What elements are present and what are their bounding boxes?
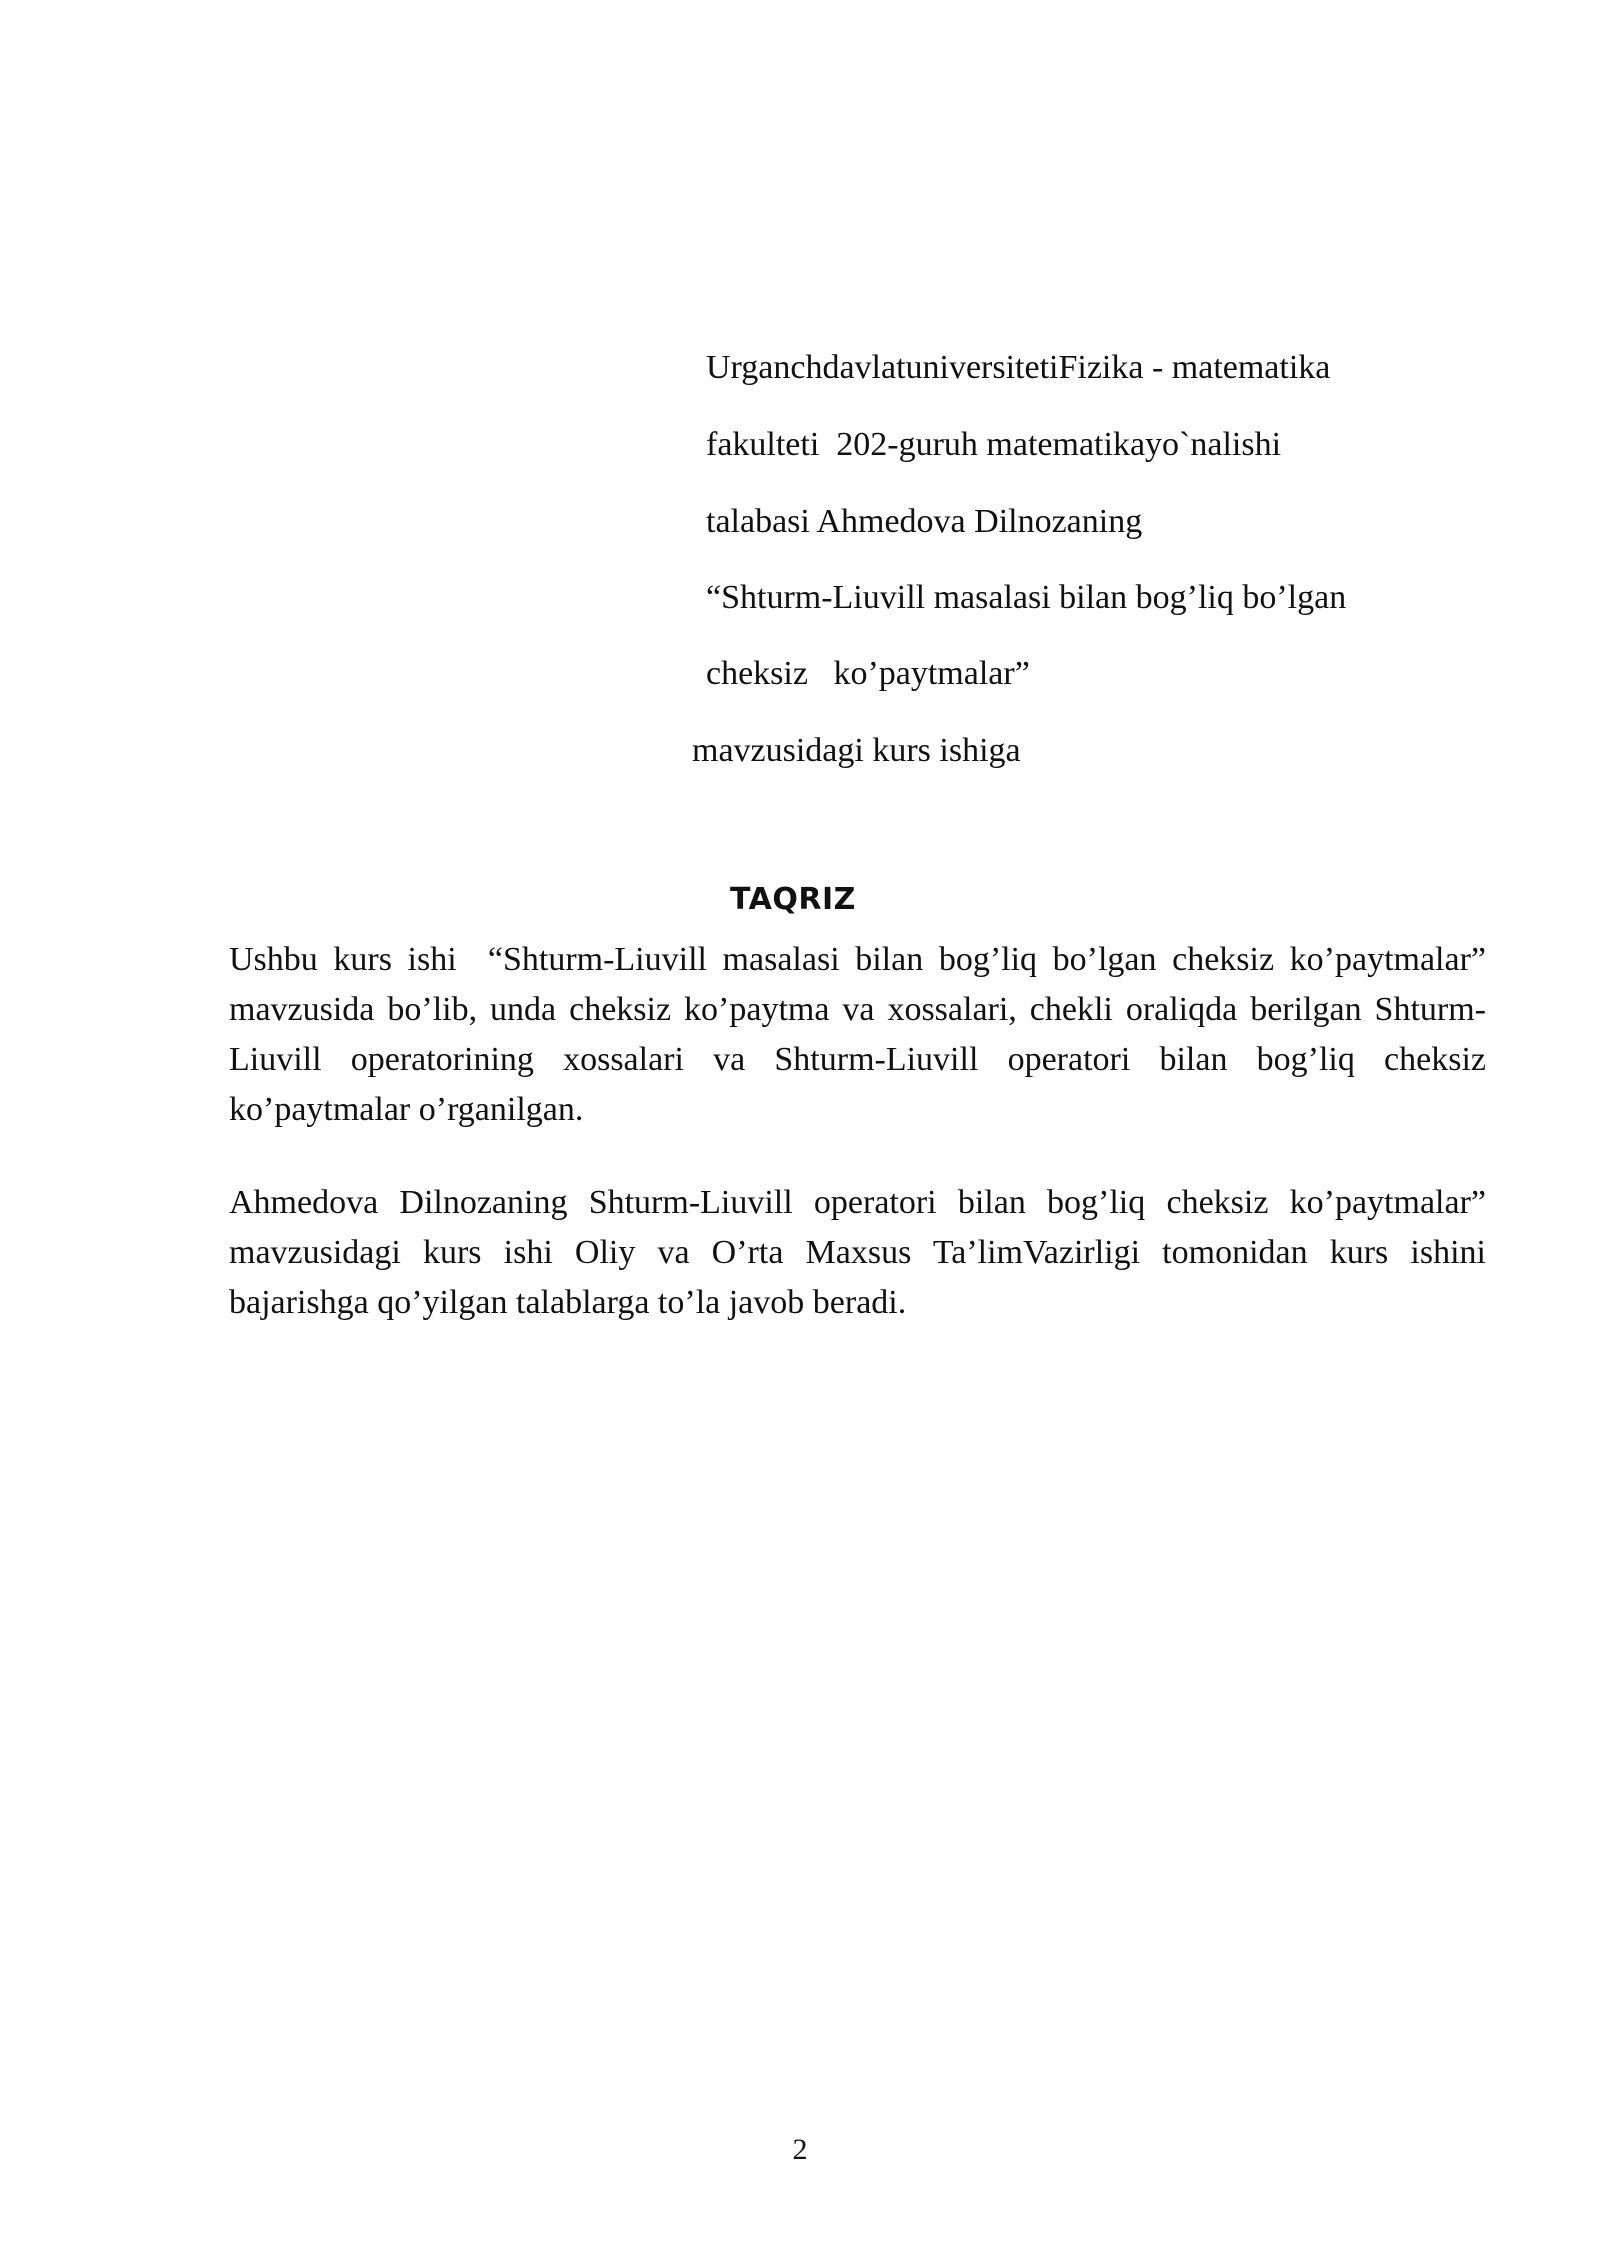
review-paragraph-2: Ahmedova Dilnozaning Shturm-Liuvill operatori bilan bog’liq cheksiz ko’paytmalar” mavzusidagi kurs ishi Oliy va O’rta Maxsus Ta’limVazirligi tomonidan kurs ishini bajarishga qo’yilgan talablarga to’la javob beradi.: [229, 1184, 1503, 1321]
review-paragraph-1: Ushbu kurs ishi “Shturm-Liuvill masalasi bilan bog’liq bo’lgan cheksiz ko’paytmalar” mavzusida bo’lib, unda cheksiz ko’paytma va xossalari, chekli oraliqda berilgan Shturm-Liuvill operatorining xossalari va Shturm-Liuvill operatori bilan bog’liq cheksiz ko’paytmalar o’rganilgan.: [229, 941, 1503, 1128]
address-line-faculty: fakulteti 202-guruh matematikayo`nalishi: [706, 426, 1282, 463]
review-title: TAQRIZ: [730, 882, 856, 917]
page-number: 2: [792, 2133, 808, 2166]
address-line-topic: “Shturm-Liuvill masalasi bilan bog’liq bo’lgan: [706, 579, 1347, 616]
address-line-university: UrganchdavlatuniversitetiFizika - matematika: [706, 349, 1331, 386]
address-line-course-work: mavzusidagi kurs ishiga: [692, 732, 1021, 769]
address-line-student: talabasi Ahmedova Dilnozaning: [706, 503, 1143, 540]
address-line-topic-continued: cheksiz ko’paytmalar”: [706, 655, 1030, 692]
